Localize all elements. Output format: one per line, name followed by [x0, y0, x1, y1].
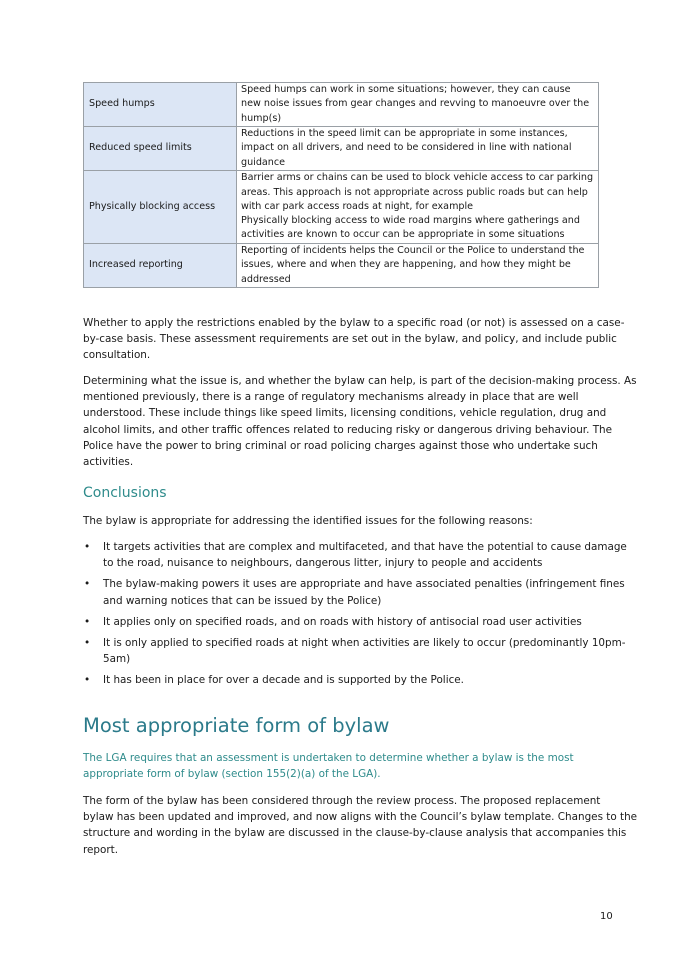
text-line: understood. These include things like speed limits, licensing conditions, vehicle regulation, drug and — [83, 407, 607, 420]
text-line: It is only applied to specified roads at night when activities are likely to occur (predominantly 10pm- — [103, 637, 626, 650]
section-heading: Most appropriate form of bylaw — [83, 714, 390, 737]
table-row — [84, 244, 599, 288]
table-row — [84, 83, 599, 127]
text-line: report. — [83, 843, 119, 856]
table-row — [84, 171, 599, 244]
description-line: impact on all drivers, and need to be considered in line with national — [241, 142, 572, 154]
bullet-icon: • — [84, 637, 91, 650]
description-line: areas. This approach is not appropriate across public roads but can help — [241, 186, 588, 198]
bullet-icon: • — [84, 541, 91, 553]
text-line: Whether to apply the restrictions enabled by the bylaw to a specific road (or not) is assessed on a case- — [83, 317, 625, 329]
text-line: Determining what the issue is, and whether the bylaw can help, is part of the decision-making process. As — [83, 375, 637, 387]
bullet-icon: • — [84, 615, 91, 628]
description-line: guidance — [241, 156, 286, 168]
text-line: It has been in place for over a decade and is supported by the Police. — [103, 674, 464, 687]
text-line: It targets activities that are complex and multifaceted, and that have the potential to cause damage — [103, 541, 627, 553]
text-line: mentioned previously, there is a range of regulatory mechanisms already in place that are well — [83, 391, 579, 404]
description-line: new noise issues from gear changes and revving to manoeuvre over the — [241, 98, 590, 110]
conclusions-list — [83, 539, 627, 694]
list-item — [83, 635, 626, 667]
paragraph-form-of-bylaw — [83, 793, 638, 858]
lga-requirement-lead — [83, 750, 574, 782]
description-line: activities are known to occur can be appropriate in some situations — [241, 229, 565, 241]
list-item — [83, 614, 618, 630]
description-line: Barrier arms or chains can be used to block vehicle access to car parking — [241, 172, 594, 184]
bullet-icon: • — [84, 578, 91, 591]
text-line: by-case basis. These assessment requirements are set out in the bylaw, and policy, and include public — [83, 333, 617, 346]
text-line: structure and wording in the bylaw are discussed in the clause-by-clause analysis that accompanies this — [83, 827, 627, 840]
description-line: Reductions in the speed limit can be appropriate in some instances, — [241, 128, 568, 140]
text-line: appropriate form of bylaw (section 155(2)(a) of the LGA). — [83, 768, 381, 781]
description-line: issues, where and when they are happening, and how they might be — [241, 259, 571, 271]
table-cell-label: Physically blocking access — [84, 171, 237, 244]
text-line: Police have the power to bring criminal or road policing charges against those who undertake such — [83, 439, 598, 452]
text-line: 5am) — [103, 653, 131, 666]
options-table — [83, 82, 599, 288]
page-number: 10 — [600, 911, 613, 922]
table-cell-description — [237, 244, 599, 288]
description-line: Speed humps can work in some situations; however, they can cause — [241, 84, 571, 96]
description-line: hump(s) — [241, 112, 282, 124]
text-line: consultation. — [83, 349, 151, 362]
table-cell-description — [237, 127, 599, 171]
text-line: bylaw has been updated and improved, and now aligns with the Council’s bylaw template. Changes to the — [83, 811, 638, 824]
text-line: The form of the bylaw has been considered through the review process. The proposed replacement — [83, 795, 601, 807]
table-cell-label: Increased reporting — [84, 244, 237, 288]
table-cell-description — [237, 83, 599, 127]
text-line: and warning notices that can be issued by the Police) — [103, 594, 382, 607]
table-row — [84, 127, 599, 171]
list-item — [83, 539, 627, 571]
table-cell-label: Speed humps — [84, 83, 237, 127]
description-line: Reporting of incidents helps the Council or the Police to understand the — [241, 245, 585, 257]
text-line: The bylaw is appropriate for addressing the identified issues for the following reasons: — [83, 515, 533, 527]
bullet-icon: • — [84, 674, 91, 687]
description-line: addressed — [241, 273, 291, 285]
list-item — [83, 672, 618, 688]
list-item — [83, 576, 625, 608]
text-line: The bylaw-making powers it uses are appropriate and have associated penalties (infringement fines — [103, 578, 625, 591]
text-line: It applies only on specified roads, and on roads with history of antisocial road user activities — [103, 615, 582, 628]
paragraph-decision-making — [83, 373, 637, 470]
text-line: to the road, nuisance to neighbours, dangerous litter, injury to people and accidents — [103, 557, 543, 570]
conclusions-heading: Conclusions — [83, 485, 167, 501]
paragraph-case-by-case — [83, 315, 625, 364]
table-cell-description — [237, 171, 599, 244]
description-line: Physically blocking access to wide road margins where gatherings and — [241, 215, 580, 227]
table-cell-label: Reduced speed limits — [84, 127, 237, 171]
text-line: alcohol limits, and other traffic offences related to reducing risky or dangerous driving behaviour. The — [83, 423, 613, 436]
text-line: The LGA requires that an assessment is undertaken to determine whether a bylaw is the most — [83, 752, 574, 764]
description-line: with car park access roads at night, for example — [241, 200, 474, 212]
text-line: activities. — [83, 456, 134, 469]
conclusions-intro — [83, 513, 618, 529]
